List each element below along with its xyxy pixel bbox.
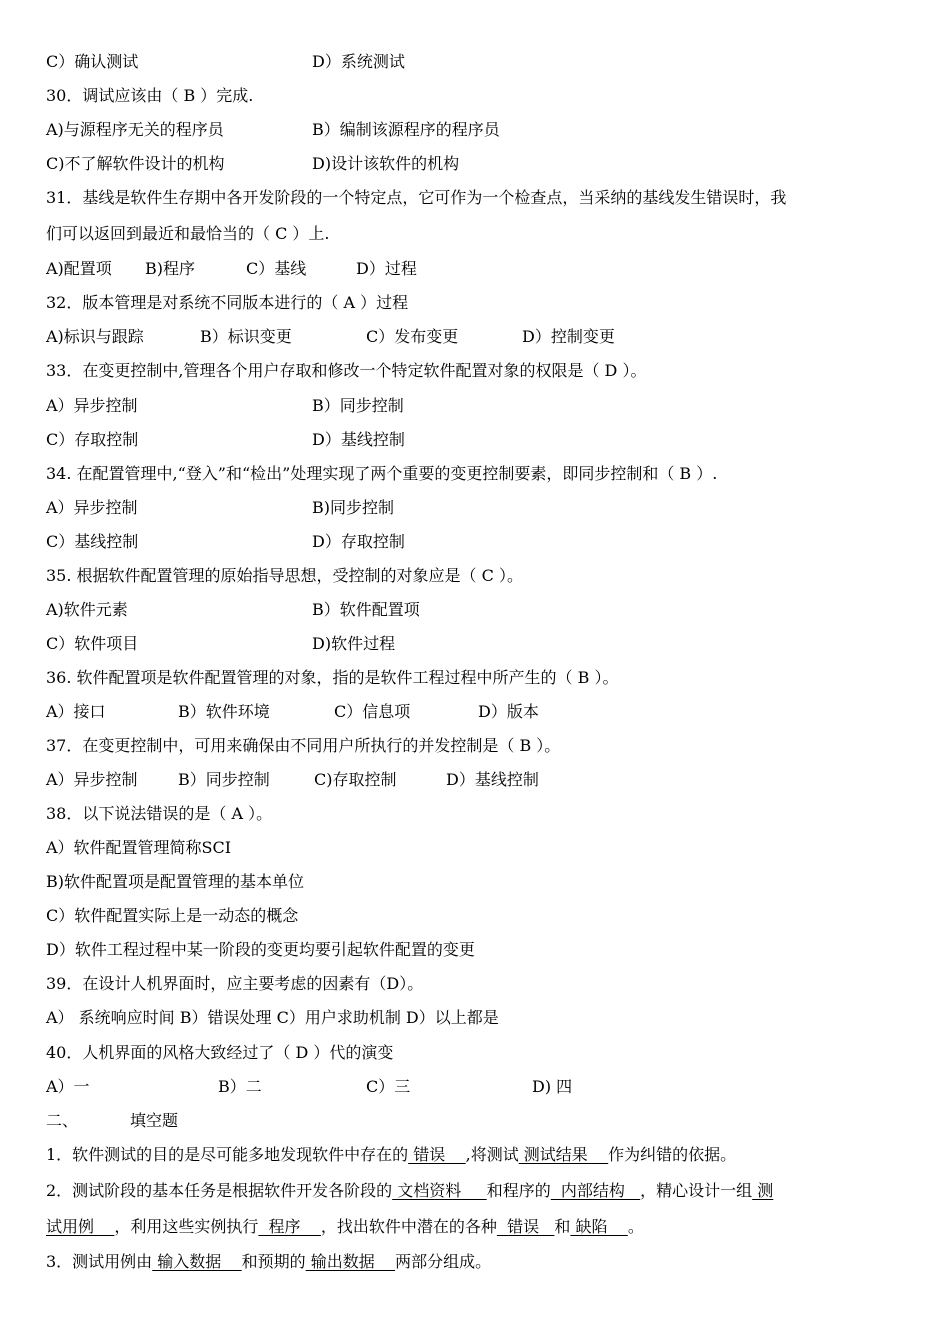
option-a: A)与源程序无关的程序员 bbox=[46, 120, 224, 139]
option-c: C）三 bbox=[366, 1077, 411, 1096]
text: 和 bbox=[554, 1217, 571, 1236]
question-31-line2: 们可以返回到最近和最恰当的（ C ）上. bbox=[46, 224, 330, 243]
option-a: A）异步控制 bbox=[46, 498, 138, 517]
fill-question-2-line2 bbox=[46, 1210, 910, 1244]
text: ，利用这些实例执行 bbox=[114, 1217, 259, 1236]
options-line bbox=[46, 491, 910, 525]
option-b: B）同步控制 bbox=[178, 770, 270, 789]
option-c: C）基线 bbox=[246, 259, 307, 278]
question-40: 40．人机界面的风格大致经过了（ D ）代的演变 bbox=[46, 1043, 394, 1062]
text: ,将测试 bbox=[465, 1145, 519, 1164]
option-c: C）存取控制 bbox=[46, 430, 139, 449]
option-b: B）编制该源程序的程序员 bbox=[312, 120, 500, 139]
fill-question-3 bbox=[46, 1245, 910, 1279]
option-a: A)软件元素 bbox=[46, 600, 128, 619]
options-line bbox=[46, 113, 910, 147]
question-35: 35. 根据软件配置管理的原始指导思想，受控制的对象应是（ C ）。 bbox=[46, 566, 523, 585]
options-line bbox=[46, 525, 910, 559]
text: 3．测试用例由 bbox=[46, 1252, 153, 1271]
section-heading bbox=[46, 1104, 910, 1138]
option-d: D）基线控制 bbox=[312, 430, 405, 449]
option-c: C)存取控制 bbox=[314, 770, 397, 789]
option-d: D）版本 bbox=[478, 702, 539, 721]
option-b: B)软件配置项是配置管理的基本单位 bbox=[46, 872, 305, 891]
option-a: A）软件配置管理简称SCI bbox=[46, 838, 232, 857]
text: 。 bbox=[627, 1217, 644, 1236]
text: 2．测试阶段的基本任务是根据软件开发各阶段的 bbox=[46, 1181, 393, 1200]
text: 作为纠错的依据。 bbox=[608, 1145, 737, 1164]
option-d: D）系统测试 bbox=[312, 52, 405, 71]
option-b: B)同步控制 bbox=[312, 498, 395, 517]
option-d: D) 四 bbox=[532, 1077, 573, 1096]
option-d: D）存取控制 bbox=[312, 532, 405, 551]
option-a: A）一 bbox=[46, 1077, 90, 1096]
answer-blank: 测试结果 bbox=[518, 1145, 609, 1164]
option-c: C)不了解软件设计的机构 bbox=[46, 154, 225, 173]
option-b: B）标识变更 bbox=[200, 327, 292, 346]
option-c: C）软件项目 bbox=[46, 634, 139, 653]
option-d: D）基线控制 bbox=[446, 770, 539, 789]
answer-blank: 错误 bbox=[496, 1217, 555, 1236]
options-line bbox=[46, 320, 910, 354]
options-line bbox=[46, 695, 910, 729]
fill-question-1 bbox=[46, 1138, 910, 1172]
option-b: B）软件环境 bbox=[178, 702, 270, 721]
section-title: 填空题 bbox=[130, 1111, 179, 1130]
answer-blank: 内部结构 bbox=[550, 1181, 641, 1200]
options-line bbox=[46, 1070, 910, 1104]
question-36: 36. 软件配置项是软件配置管理的对象，指的是软件工程过程中所产生的（ B ）。 bbox=[46, 668, 619, 687]
options-line bbox=[46, 763, 910, 797]
question-33: 33．在变更控制中,管理各个用户存取和修改一个特定软件配置对象的权限是（ D ）。 bbox=[46, 361, 647, 380]
option-c: C）基线控制 bbox=[46, 532, 139, 551]
text: 两部分组成。 bbox=[395, 1252, 492, 1271]
text: 和程序的 bbox=[486, 1181, 551, 1200]
question-37: 37．在变更控制中，可用来确保由不同用户所执行的并发控制是（ B ）。 bbox=[46, 736, 561, 755]
option-b: B）同步控制 bbox=[312, 396, 404, 415]
option-c: C）发布变更 bbox=[366, 327, 459, 346]
answer-blank: 文档资料 bbox=[392, 1181, 487, 1200]
option-d: D）软件工程过程中某一阶段的变更均要引起软件配置的变更 bbox=[46, 940, 475, 959]
option-d: D）控制变更 bbox=[522, 327, 615, 346]
options-line bbox=[46, 252, 910, 286]
option-d: D)设计该软件的机构 bbox=[312, 154, 460, 173]
option-a: A）接口 bbox=[46, 702, 106, 721]
option-b: B）软件配置项 bbox=[312, 600, 420, 619]
question-38: 38．以下说法错误的是（ A ）。 bbox=[46, 804, 273, 823]
option-a: A)标识与跟踪 bbox=[46, 327, 144, 346]
question-39: 39．在设计人机界面时，应主要考虑的因素有（D）。 bbox=[46, 974, 424, 993]
answer-blank: 错误 bbox=[408, 1145, 466, 1164]
options-line bbox=[46, 389, 910, 423]
option-b: B）二 bbox=[218, 1077, 262, 1096]
options-line bbox=[46, 593, 910, 627]
text: 1．软件测试的目的是尽可能多地发现软件中存在的 bbox=[46, 1145, 409, 1164]
options-line bbox=[46, 627, 910, 661]
text: ，精心设计一组 bbox=[640, 1181, 753, 1200]
answer-blank: 测 bbox=[752, 1181, 774, 1200]
question-34: 34. 在配置管理中,“登入”和“检出”处理实现了两个重要的变更控制要素，即同步控制和（ B ）. bbox=[46, 464, 718, 483]
options-line: A） 系统响应时间 B）错误处理 C）用户求助机制 D）以上都是 bbox=[46, 1008, 499, 1027]
answer-blank: 程序 bbox=[258, 1217, 321, 1236]
option-c: C）信息项 bbox=[334, 702, 411, 721]
options-line bbox=[46, 147, 910, 181]
question-31-line1: 31．基线是软件生存期中各开发阶段的一个特定点，它可作为一个检查点，当采纳的基线发生错误时，我 bbox=[46, 188, 787, 207]
answer-blank: 缺陷 bbox=[570, 1217, 628, 1236]
question-30: 30．调试应该由（ B ）完成. bbox=[46, 86, 254, 105]
text: ，找出软件中潜在的各种 bbox=[320, 1217, 497, 1236]
option-d: D）过程 bbox=[356, 259, 417, 278]
options-line bbox=[46, 45, 910, 79]
option-d: D)软件过程 bbox=[312, 634, 396, 653]
question-32: 32．版本管理是对系统不同版本进行的（ A ）过程 bbox=[46, 293, 409, 312]
section-number: 二、 bbox=[46, 1111, 79, 1130]
option-b: B)程序 bbox=[145, 259, 196, 278]
text: 和预期的 bbox=[241, 1252, 306, 1271]
option-c: C）软件配置实际上是一动态的概念 bbox=[46, 906, 299, 925]
options-line bbox=[46, 423, 910, 457]
answer-blank: 输入数据 bbox=[152, 1252, 242, 1271]
option-c: C）确认测试 bbox=[46, 52, 139, 71]
option-a: A)配置项 bbox=[46, 259, 112, 278]
answer-blank: 试用例 bbox=[46, 1217, 115, 1236]
answer-blank: 输出数据 bbox=[305, 1252, 396, 1271]
option-a: A）异步控制 bbox=[46, 770, 138, 789]
option-a: A）异步控制 bbox=[46, 396, 138, 415]
fill-question-2-line1 bbox=[46, 1174, 910, 1208]
